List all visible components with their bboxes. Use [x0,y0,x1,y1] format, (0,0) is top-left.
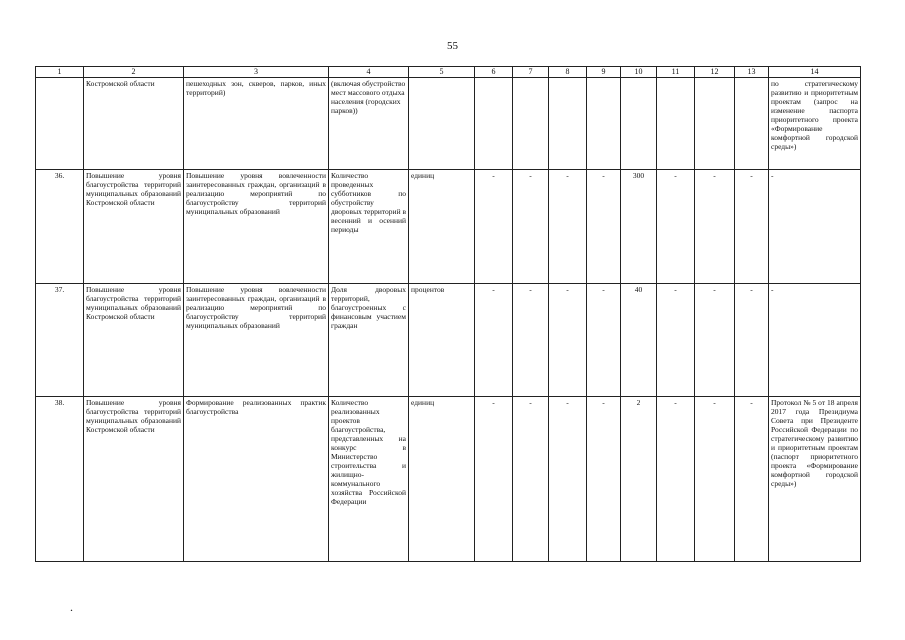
cell-value [657,78,695,170]
page-number: 55 [447,40,458,52]
row-number: 37. [36,284,84,397]
cell-value: - [475,284,513,397]
cell-value: - [513,284,549,397]
cell-goal: Повышение уровня благоустройства территорий муниципальных образований Костромской области [84,284,184,397]
col-header: 2 [84,67,184,78]
cell-source: - [769,170,861,284]
row-number: 36. [36,170,84,284]
row-number: 38. [36,397,84,562]
cell-value [621,78,657,170]
cell-indicator: (включая обустройство мест массового отдыха населения (городских парков)) [329,78,409,170]
col-header: 9 [587,67,621,78]
cell-indicator: Доля дворовых территорий, благоустроенных с финансовым участием граждан [329,284,409,397]
cell-value: - [695,170,735,284]
cell-task: Повышение уровня вовлеченности заинтересованных граждан, организаций в реализацию мероприятий по благоустройству территорий муниципальных образований [184,284,329,397]
cell-task: Формирование реализованных практик благоустройства [184,397,329,562]
col-header: 14 [769,67,861,78]
cell-value [475,78,513,170]
cell-unit [409,78,475,170]
col-header: 5 [409,67,475,78]
table-row [36,170,861,284]
cell-value [587,78,621,170]
cell-goal: Повышение уровня благоустройства территорий муниципальных образований Костромской области [84,170,184,284]
col-header: 12 [695,67,735,78]
row-number [36,78,84,170]
col-header: 13 [735,67,769,78]
cell-unit: процентов [409,284,475,397]
cell-value: - [587,397,621,562]
cell-value: - [587,170,621,284]
cell-task: Повышение уровня вовлеченности заинтересованных граждан, организаций в реализацию мероприятий по благоустройству территорий муниципальных образований [184,170,329,284]
cell-value: - [657,397,695,562]
cell-source: по стратегическому развитию и приоритетным проектам (запрос на изменение паспорта приоритетного проекта «Формирование комфортной городской среды») [769,78,861,170]
col-header: 1 [36,67,84,78]
cell-value: 300 [621,170,657,284]
col-header: 10 [621,67,657,78]
header-row [36,67,861,78]
cell-value: 2 [621,397,657,562]
col-header: 4 [329,67,409,78]
cell-value: - [735,170,769,284]
cell-value [513,78,549,170]
cell-value: - [549,397,587,562]
data-table [35,66,861,562]
cell-value: - [475,397,513,562]
cell-value: - [657,284,695,397]
cell-value: 40 [621,284,657,397]
cell-value [735,78,769,170]
cell-goal: Повышение уровня благоустройства территорий муниципальных образований Костромской области [84,397,184,562]
cell-value [549,78,587,170]
col-header: 8 [549,67,587,78]
cell-indicator: Количество реализованных проектов благоустройства, представленных на конкурс в Министерство строительства и жилищно-коммунального хозяйства Российской Федерации [329,397,409,562]
footer-mark: . [70,600,73,614]
table-row [36,78,861,170]
cell-value: - [549,284,587,397]
cell-value: - [587,284,621,397]
col-header: 3 [184,67,329,78]
cell-source: Протокол № 5 от 18 апреля 2017 года Президиума Совета при Президенте Российской Федерации по стратегическому развитию и приоритетным проектам (паспорт приоритетного проекта «Формирование комфортной городской среды») [769,397,861,562]
cell-value [695,78,735,170]
cell-indicator: Количество проведенных субботников по обустройству дворовых территорий в весенний и осенний периоды [329,170,409,284]
cell-value: - [513,397,549,562]
cell-value: - [475,170,513,284]
cell-goal: Костромской области [84,78,184,170]
cell-value: - [657,170,695,284]
cell-unit: единиц [409,170,475,284]
cell-source: - [769,284,861,397]
col-header: 6 [475,67,513,78]
cell-value: - [513,170,549,284]
table-row [36,397,861,562]
cell-unit: единиц [409,397,475,562]
cell-task: пешеходных зон, скверов, парков, иных территорий) [184,78,329,170]
cell-value: - [695,284,735,397]
col-header: 11 [657,67,695,78]
cell-value: - [735,284,769,397]
table-row [36,284,861,397]
col-header: 7 [513,67,549,78]
cell-value: - [735,397,769,562]
cell-value: - [695,397,735,562]
cell-value: - [549,170,587,284]
